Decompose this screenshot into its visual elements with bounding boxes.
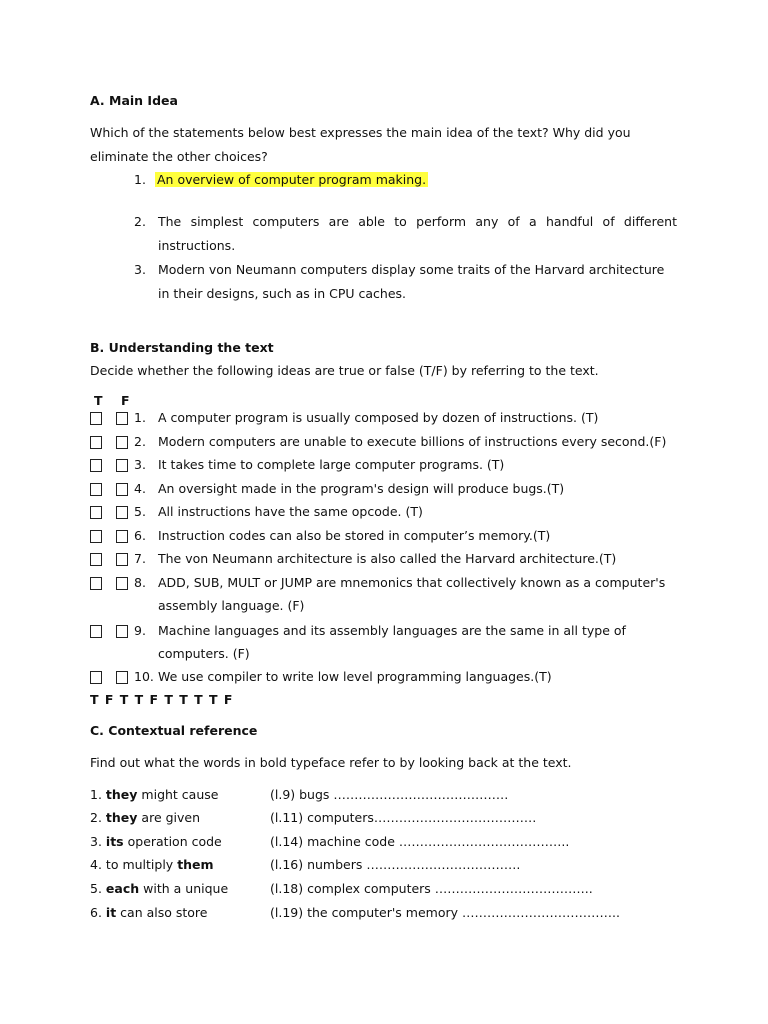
false-checkbox[interactable] — [116, 506, 128, 519]
tf-item-text: A computer program is usually composed by dozen of instructions. (T) — [158, 410, 599, 425]
true-checkbox[interactable] — [90, 412, 102, 425]
tf-item-number: 4. — [134, 481, 146, 496]
reference-rest-text: can also store — [120, 905, 208, 920]
option-2-text: The simplest computers are able to perform any of a handful of different — [158, 214, 677, 229]
true-checkbox[interactable] — [90, 625, 102, 638]
false-checkbox[interactable] — [116, 553, 128, 566]
tf-item-number: 8. — [134, 575, 146, 590]
reference-phrase — [90, 787, 218, 802]
option-number: 3. — [134, 262, 146, 277]
false-checkbox[interactable] — [116, 459, 128, 472]
tf-item-number: 3. — [134, 457, 146, 472]
false-checkbox[interactable] — [116, 671, 128, 684]
tf-item-number: 2. — [134, 434, 146, 449]
tf-item-text: It takes time to complete large computer programs. (T) — [158, 457, 505, 472]
section-a-heading: A. Main Idea — [90, 93, 178, 108]
reference-phrase — [90, 905, 207, 920]
tf-item-number: 1. — [134, 410, 146, 425]
tf-item-number: 5. — [134, 504, 146, 519]
true-checkbox[interactable] — [90, 530, 102, 543]
tf-item-text: Modern computers are unable to execute billions of instructions every second.(F) — [158, 434, 667, 449]
tf-item-text: ADD, SUB, MULT or JUMP are mnemonics that collectively known as a computer's — [158, 575, 666, 590]
reference-rest-text: are given — [141, 810, 201, 825]
option-number: 2. — [134, 214, 146, 229]
reference-bold-word: they — [105, 810, 138, 825]
reference-answer: (l.18) complex computers ……………………………….. — [270, 881, 593, 896]
tf-item-text: Instruction codes can also be stored in computer’s memory.(T) — [158, 528, 551, 543]
option-3-text: Modern von Neumann computers display some traits of the Harvard architecture — [158, 262, 665, 277]
true-checkbox[interactable] — [90, 506, 102, 519]
option-number: 1. — [134, 172, 146, 187]
option-text-highlighted — [155, 172, 428, 187]
reference-bold-word: they — [105, 787, 138, 802]
false-checkbox[interactable] — [116, 577, 128, 590]
tf-item-number: 10. — [134, 669, 154, 684]
true-checkbox[interactable] — [90, 436, 102, 449]
reference-answer: (l.19) the computer's memory ……………………………….. — [270, 905, 620, 920]
column-t-label: T — [94, 393, 103, 408]
true-checkbox[interactable] — [90, 483, 102, 496]
reference-phrase — [90, 857, 214, 872]
true-checkbox[interactable] — [90, 577, 102, 590]
reference-number: 6. — [90, 905, 102, 920]
reference-bold-word: them — [177, 857, 214, 872]
section-b-heading: B. Understanding the text — [90, 340, 274, 355]
tf-item-number: 9. — [134, 623, 146, 638]
reference-bold-word: each — [105, 881, 140, 896]
option-3-text-cont: in their designs, such as in CPU caches. — [158, 286, 407, 301]
reference-rest-text: might cause — [141, 787, 219, 802]
reference-phrase — [90, 881, 228, 896]
reference-phrase — [90, 810, 200, 825]
tf-item-text-cont: computers. (F) — [158, 646, 250, 661]
false-checkbox[interactable] — [116, 625, 128, 638]
option-2-text-cont: instructions. — [158, 238, 236, 253]
tf-item-number: 7. — [134, 551, 146, 566]
section-b-instruction: Decide whether the following ideas are true or false (T/F) by referring to the text. — [90, 363, 599, 378]
true-checkbox[interactable] — [90, 671, 102, 684]
reference-number: 2. — [90, 810, 102, 825]
tf-item-text-cont: assembly language. (F) — [158, 598, 305, 613]
true-checkbox[interactable] — [90, 459, 102, 472]
false-checkbox[interactable] — [116, 530, 128, 543]
reference-pre-text: to multiply — [105, 857, 174, 872]
section-a-question-cont: eliminate the other choices? — [90, 149, 268, 164]
false-checkbox[interactable] — [116, 436, 128, 449]
reference-rest-text: operation code — [127, 834, 222, 849]
reference-rest-text: with a unique — [143, 881, 229, 896]
reference-bold-word: it — [105, 905, 117, 920]
tf-item-text: All instructions have the same opcode. (T) — [158, 504, 423, 519]
answer-key: T F T T F T T T T F — [90, 692, 234, 707]
tf-item-number: 6. — [134, 528, 146, 543]
tf-item-text: The von Neumann architecture is also called the Harvard architecture.(T) — [158, 551, 617, 566]
reference-answer: (l.14) machine code ………………………………….. — [270, 834, 570, 849]
reference-number: 1. — [90, 787, 102, 802]
section-c-heading: C. Contextual reference — [90, 723, 258, 738]
reference-answer: (l.16) numbers ………………………………. — [270, 857, 521, 872]
option-1-text: An overview of computer program making. — [157, 172, 427, 187]
tf-item-text: We use compiler to write low level programming languages.(T) — [158, 669, 552, 684]
reference-number: 5. — [90, 881, 102, 896]
reference-phrase — [90, 834, 222, 849]
reference-number: 4. — [90, 857, 102, 872]
section-c-instruction: Find out what the words in bold typeface refer to by looking back at the text. — [90, 755, 572, 770]
tf-item-text: An oversight made in the program's design will produce bugs.(T) — [158, 481, 565, 496]
tf-item-text: Machine languages and its assembly languages are the same in all type of — [158, 623, 626, 638]
reference-bold-word: its — [105, 834, 124, 849]
false-checkbox[interactable] — [116, 483, 128, 496]
reference-answer: (l.9) bugs …………………………………… — [270, 787, 509, 802]
column-f-label: F — [121, 393, 130, 408]
section-a-question: Which of the statements below best expresses the main idea of the text? Why did you — [90, 125, 631, 140]
true-checkbox[interactable] — [90, 553, 102, 566]
reference-answer: (l.11) computers………………………………… — [270, 810, 537, 825]
false-checkbox[interactable] — [116, 412, 128, 425]
reference-number: 3. — [90, 834, 102, 849]
